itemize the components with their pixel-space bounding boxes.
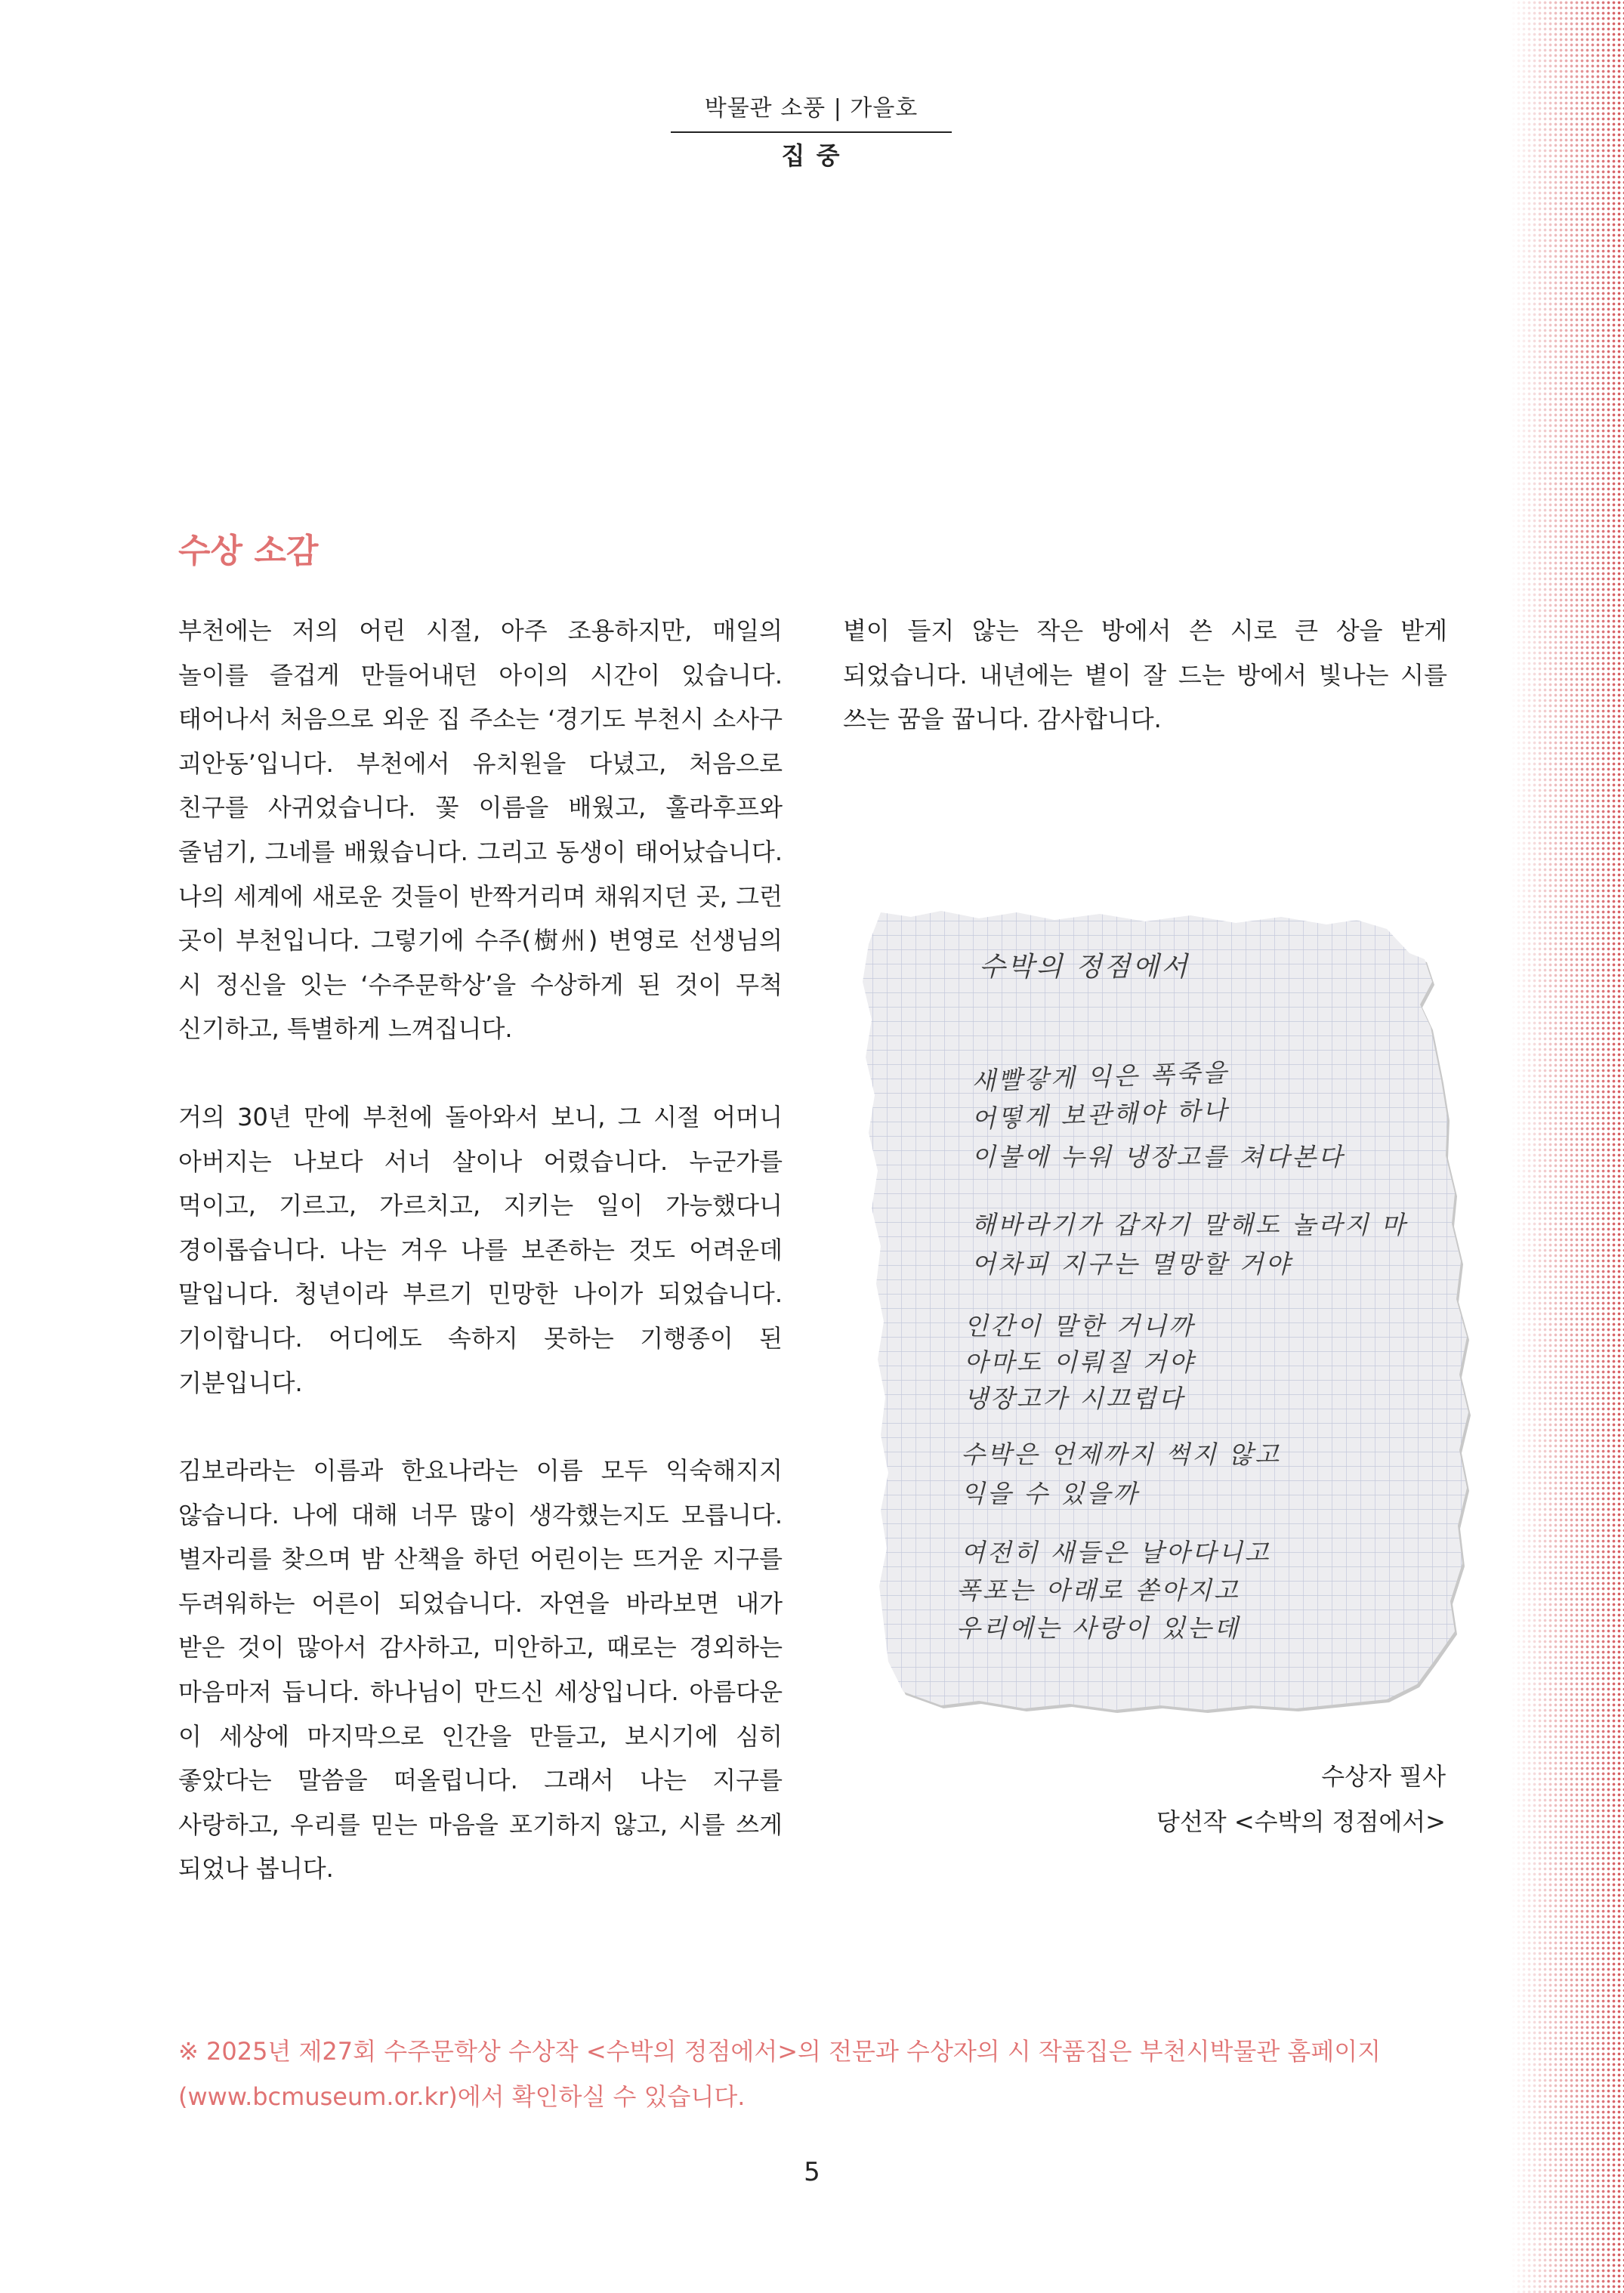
manuscript-line: 인간이 말한 거니까 (964, 1311, 1196, 1341)
caption-line: 수상자 필사 (1321, 1762, 1446, 1791)
manuscript-line: 아마도 이뤄질 거야 (964, 1347, 1196, 1377)
manuscript-line: 어떻게 보관해야 하나 (971, 1095, 1230, 1134)
manuscript-line: 냉장고가 시끄럽다 (964, 1384, 1185, 1413)
paragraph: 거의 30년 만에 부천에 돌아와서 보니, 그 시절 어머니 아버지는 나보다 서너 살이나 어렸습니다. 누군가를 먹이고, 기르고, 가르치고, 지키는 일이 가능했다니 경이롭습니다. 나는 겨우 나를 보존하는 것도 어려운데 말입니다. 청년이라 부르기 민망한 나이가 되었습니다. 기이합니다. 어디에도 속하지 못하는 기행종이 된 기분입니다. (178, 1102, 783, 1397)
section-label: 집 중 (781, 141, 841, 170)
footnote: ※ 2025년 제27회 수주문학상 수상작 <수박의 정점에서>의 전문과 수상자의 시 작품집은 부천시박물관 홈페이지(www.bcmuseum.or.kr)에서 확인하실 수 있습니다. (178, 2037, 1382, 2111)
manuscript-line: 폭포는 아래로 쏟아지고 (956, 1575, 1240, 1605)
manuscript-line: 우리에는 사랑이 있는데 (956, 1613, 1240, 1643)
article-heading: 수상 소감 (178, 532, 319, 570)
halftone-edge-fade (1511, 0, 1624, 2293)
manuscript-text (858, 906, 1477, 1714)
right-column (843, 609, 1447, 785)
handwritten-manuscript-photo (858, 906, 1477, 1714)
header-divider (671, 131, 952, 133)
paragraph: 부천에는 저의 어린 시절, 아주 조용하지만, 매일의 놀이를 즐겁게 만들어내던 아이의 시간이 있습니다. 태어나서 처음으로 외운 집 주소는 ‘경기도 부천시 소사구 괴안동’입니다. 부천에서 유치원을 다녔고, 처음으로 친구를 사귀었습니다. 꽃 이름을 배웠고, 훌라후프와 줄넘기, 그네를 배웠습니다. 그리고 동생이 태어났습니다. 나의 세계에 새로운 것들이 반짝거리며 채워지던 곳, 그런 곳이 부천입니다. 그렇기에 수주(樹州) 변영로 선생님의 시 정신을 잇는 ‘수주문학상’을 수상하게 된 것이 무척 신기하고, 특별하게 느껴집니다. (178, 616, 783, 1044)
manuscript-line: 수박은 언제까지 썩지 않고 (961, 1440, 1282, 1469)
paragraph: 김보라라는 이름과 한요나라는 이름 모두 익숙해지지 않습니다. 나에 대해 너무 많이 생각했는지도 모릅니다. 별자리를 찾으며 밤 산책을 하던 어린이는 뜨거운 지구를 두려워하는 어른이 되었습니다. 자연을 바라보면 내가 받은 것이 많아서 감사하고, 미안하고, 때로는 경외하는 마음마저 듭니다. 하나님이 만드신 세상입니다. 아름다운 이 세상에 마지막으로 인간을 만들고, 보시기에 심히 좋았다는 말씀을 떠올립니다. 그래서 나는 지구를 사랑하고, 우리를 믿는 마음을 포기하지 않고, 시를 쓰게 되었나 봅니다. (178, 1456, 783, 1884)
caption-line: 당선작 <수박의 정점에서> (1156, 1807, 1446, 1836)
page-number: 5 (804, 2157, 820, 2187)
left-column (178, 609, 783, 1935)
running-header (671, 94, 952, 171)
manuscript-line: 여전히 새들은 날아다니고 (961, 1538, 1271, 1567)
image-caption (1156, 1754, 1446, 1844)
paragraph: 볕이 들지 않는 작은 방에서 쓴 시로 큰 상을 받게 되었습니다. 내년에는 볕이 잘 드는 방에서 빛나는 시를 쓰는 꿈을 꿉니다. 감사합니다. (843, 616, 1447, 734)
manuscript-line: 해바라기가 갑자기 말해도 놀라지 마 (971, 1210, 1408, 1239)
publication-title: 박물관 소풍 | 가을호 (704, 95, 919, 122)
manuscript-line: 어차피 지구는 멸망할 거야 (971, 1249, 1292, 1279)
manuscript-line: 이불에 누워 냉장고를 쳐다본다 (971, 1142, 1345, 1171)
manuscript-line: 익을 수 있을까 (961, 1479, 1140, 1508)
manuscript-line: 새빨갛게 익은 폭죽을 (971, 1057, 1230, 1096)
manuscript-title: 수박의 정점에서 (979, 952, 1190, 983)
